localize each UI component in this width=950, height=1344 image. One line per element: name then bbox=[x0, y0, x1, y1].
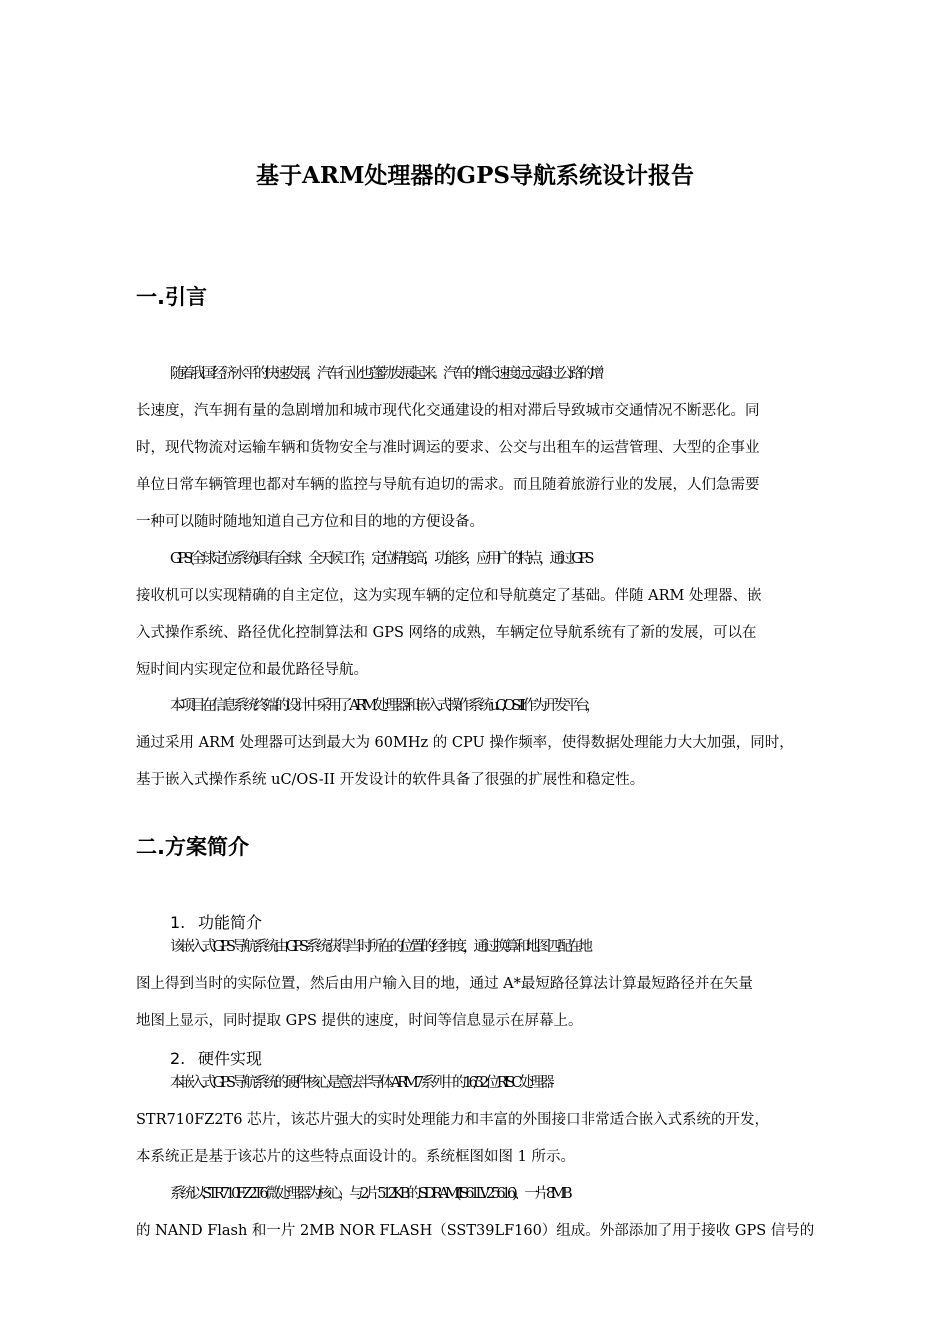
paragraph-line: 基于嵌入式操作系统 uC/OS-II 开发设计的软件具备了很强的扩展性和稳定性。 bbox=[136, 772, 645, 788]
paragraph-line: 入式操作系统、路径优化控制算法和 GPS 网络的成熟，车辆定位导航系统有了新的发展，可以在 bbox=[136, 625, 757, 641]
paragraph bbox=[136, 541, 858, 689]
paragraph-line: 长速度，汽车拥有量的急剧增加和城市现代化交通建设的相对滞后导致城市交通情况不断恶化。同 bbox=[136, 403, 760, 419]
paragraph-line: 接收机可以实现精确的自主定位，这为实现车辆的定位和导航奠定了基础。伴随 ARM 处理器、嵌 bbox=[136, 588, 762, 604]
paragraph-line: 的 NAND Flash 和一片 2MB NOR FLASH（SST39LF160）组成。外部添加了用于接收 GPS 信号的 bbox=[136, 1223, 815, 1239]
paragraph-line: 随着我国经济水平的快速发展，汽车行业也蓬勃发展起来。汽车的增长速度远远超过公路的增 bbox=[170, 366, 601, 382]
paragraph-line: 本系统正是基于该芯片的这些特点面设计的。系统框图如图 1 所示。 bbox=[136, 1149, 575, 1165]
paragraph-line: 本项目在信息系统终端的设计中采用了 ARM 处理器和嵌入式操作系统 uC/OS-II 作为开发平台， bbox=[170, 698, 597, 714]
paragraph bbox=[136, 929, 858, 1040]
paragraph-line: 时，现代物流对运输车辆和货物安全与准时调运的要求、公交与出租车的运营管理、大型的企事业 bbox=[136, 440, 760, 456]
paragraph bbox=[136, 1065, 858, 1176]
paragraph-line: 一种可以随时随地知道自己方位和目的地的方便设备。 bbox=[136, 514, 484, 530]
paragraph-line: GPS(全球定位系统)具有全球、全天候工作，定位精度高，功能多，应用广的特点，通过 GPS bbox=[170, 551, 591, 567]
subsection-number: 1. bbox=[170, 913, 186, 932]
subsection-number: 2. bbox=[170, 1049, 186, 1068]
subsection-title: 功能简介 bbox=[198, 913, 263, 932]
paragraph-line: 短时间内实现定位和最优路径导航。 bbox=[136, 662, 368, 678]
document-title: 基于ARM处理器的GPS导航系统设计报告 bbox=[256, 162, 694, 189]
paragraph-line: 通过采用 ARM 处理器可达到最大为 60MHz 的 CPU 操作频率，使得数据处理能力大大加强，同时， bbox=[136, 735, 794, 751]
paragraph-line: STR710FZ2T6 芯片，该芯片强大的实时处理能力和丰富的外围接口非常适合嵌入式系统的开发， bbox=[136, 1112, 770, 1128]
section-heading-overview: 二.方案简介 bbox=[136, 835, 249, 859]
paragraph-line: 单位日常车辆管理也都对车辆的监控与导航有迫切的需求。而且随着旅游行业的发展，人们急需要 bbox=[136, 477, 760, 493]
paragraph bbox=[136, 1176, 858, 1250]
paragraph-line: 系统以 STR710FZ2T6 微处理器为核心，与 2 片 512KB 的 SDRAM(IS61LV25616)、一片 8MB bbox=[170, 1186, 569, 1202]
section-heading-introduction: 一.引言 bbox=[136, 285, 207, 309]
paragraph-line: 图上得到当时的实际位置，然后由用户输入目的地，通过 A*最短路径算法计算最短路径并在矢量 bbox=[136, 976, 753, 992]
paragraph-line: 地图上显示，同时提取 GPS 提供的速度，时间等信息显示在屏幕上。 bbox=[136, 1013, 583, 1029]
paragraph bbox=[136, 356, 858, 541]
paragraph-line: 本嵌入式 GPS 导航系统的硬件核心是意法半导体 ARM7 系列中的 16/32 位 RISC 处理器 bbox=[170, 1075, 551, 1091]
paragraph-line: 该嵌入式 GPS 导航系统由 GPS 系统获得当时所在的位置的经纬度，通过换算和地图匹配在地 bbox=[170, 939, 589, 955]
subsection-title: 硬件实现 bbox=[198, 1049, 263, 1068]
paragraph bbox=[136, 688, 858, 799]
